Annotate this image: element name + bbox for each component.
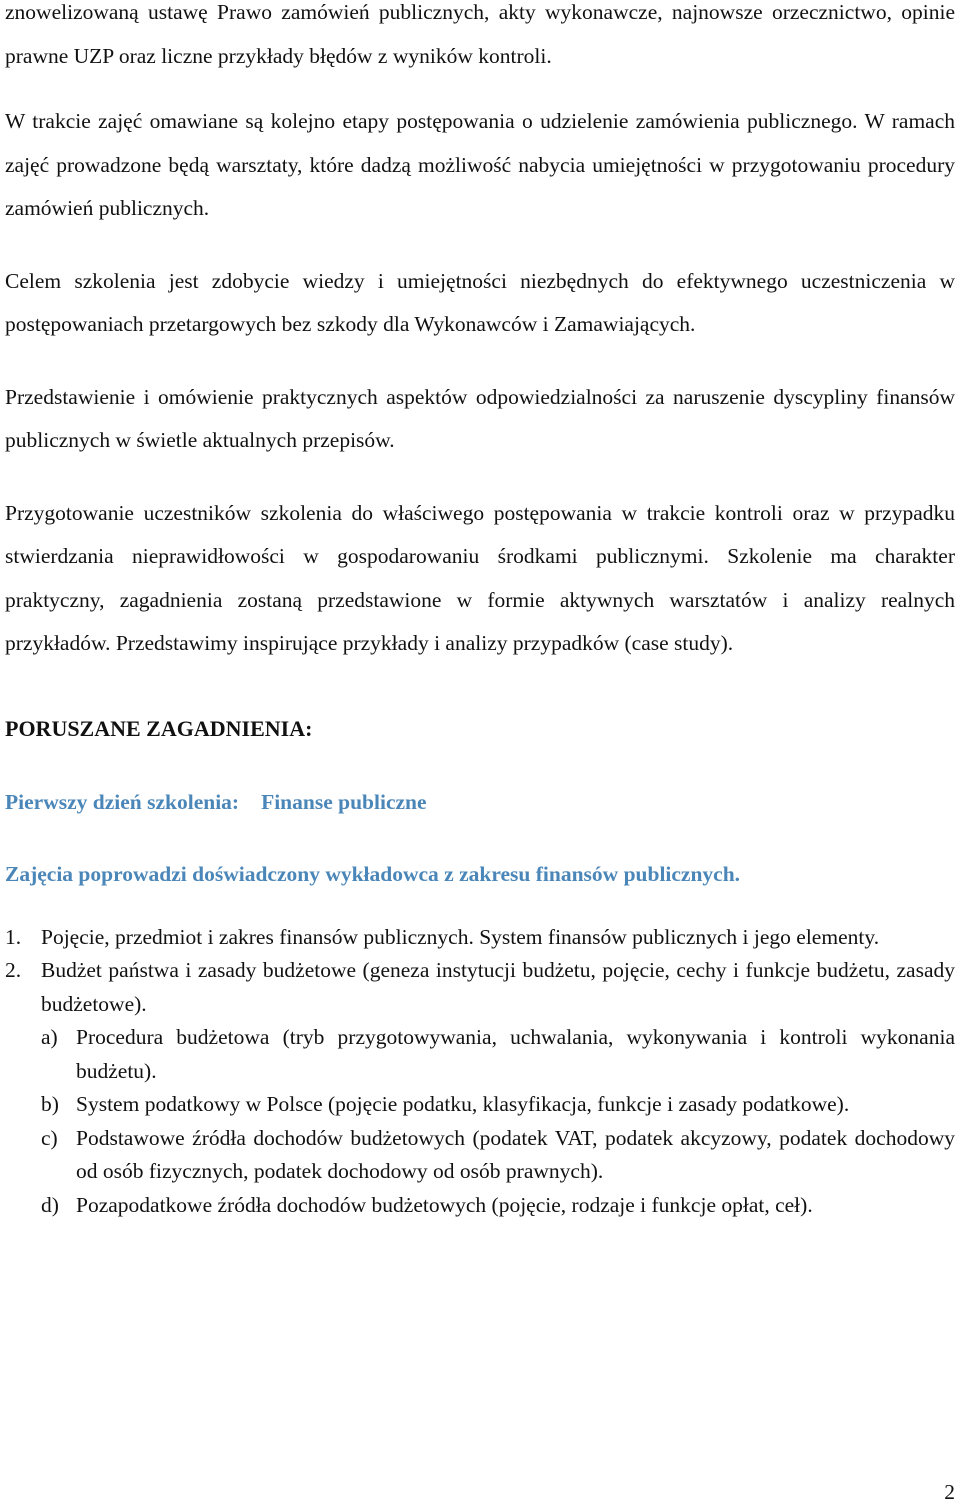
discipline-paragraph: Przedstawienie i omówienie praktycznych aspektów odpowiedzialności za naruszenie dyscypliny finansów publicznych w świetle aktualnych przepisów. [5,384,955,452]
sub-list-item-text: Pozapodatkowe źródła dochodów budżetowych (pojęcie, rodzaje i funkcje opłat, ceł). [76,1192,813,1217]
day-topic: Finanse publiczne [261,789,427,814]
sub-list-item [5,1088,955,1122]
list-item [5,921,955,955]
preparation-paragraph: Przygotowanie uczestników szkolenia do właściwego postępowania w trakcie kontroli oraz w przypadku stwierdzania nieprawidłowości w gospodarowaniu środkami publicznymi. Szkolenie ma charakter praktyczny, zagadnienia zostaną przedstawione w formie aktywnych warsztatów i analizy realnych przykładów. Przedstawimy inspirujące przykłady i analizy przypadków (case study). [5,500,955,655]
training-goal-paragraph: Celem szkolenia jest zdobycie wiedzy i umiejętności niezbędnych do efektywnego uczestniczenia w postępowaniach przetargowych bez szkody dla Wykonawców i Zamawiających. [5,268,955,336]
list-item-text: Pojęcie, przedmiot i zakres finansów publicznych. System finansów publicznych i jego elementy. [41,924,880,949]
list-item [5,954,955,1021]
sub-list-item [5,1122,955,1189]
page-number: 2 [944,1480,955,1504]
intro-paragraph: znowelizowaną ustawę Prawo zamówień publicznych, akty wykonawcze, najnowsze orzecznictwo, opinie prawne UZP oraz liczne przykłady błędów z wyników kontroli. [5,0,955,68]
day-heading [5,787,955,817]
list-marker: 2. [5,958,22,982]
sub-list-item [5,1021,955,1088]
section-heading: PORUSZANE ZAGADNIENIA: [5,715,313,741]
sub-list-item-text: Podstawowe źródła dochodów budżetowych (podatek VAT, podatek akcyzowy, podatek dochodowy od osób fizycznych, podatek dochodowy od osób prawnych). [76,1125,955,1183]
list-item-text: Budżet państwa i zasady budżetowe (geneza instytucji budżetu, pojęcie, cechy i funkcje budżetu, zasady budżetowe). [41,958,955,1016]
sub-list-marker: c) [41,1125,58,1150]
sub-list-marker: d) [41,1192,59,1217]
sub-list-item-text: Procedura budżetowa (tryb przygotowywania, uchwalania, wykonywania i kontroli wykonania budżetu). [76,1025,955,1083]
agenda-list [5,921,955,1223]
sub-list-marker: b) [41,1092,59,1116]
sub-list-marker: a) [41,1025,58,1049]
instructor-note: Zajęcia poprowadzi doświadczony wykładowca z zakresu finansów publicznych. [5,861,741,886]
sub-list-item-text: System podatkowy w Polsce (pojęcie podatku, klasyfikacja, funkcje i zasady podatkowe). [76,1092,850,1116]
sub-list-item [5,1189,955,1223]
course-stages-paragraph: W trakcie zajęć omawiane są kolejno etapy postępowania o udzielenie zamówienia publicznego. W ramach zajęć prowadzone będą warsztaty, które dadzą możliwość nabycia umiejętności w przygotowaniu procedury zamówień publicznych. [5,109,955,220]
document-page [5,0,955,1222]
list-marker: 1. [5,924,22,949]
day-label: Pierwszy dzień szkolenia: [5,789,240,814]
